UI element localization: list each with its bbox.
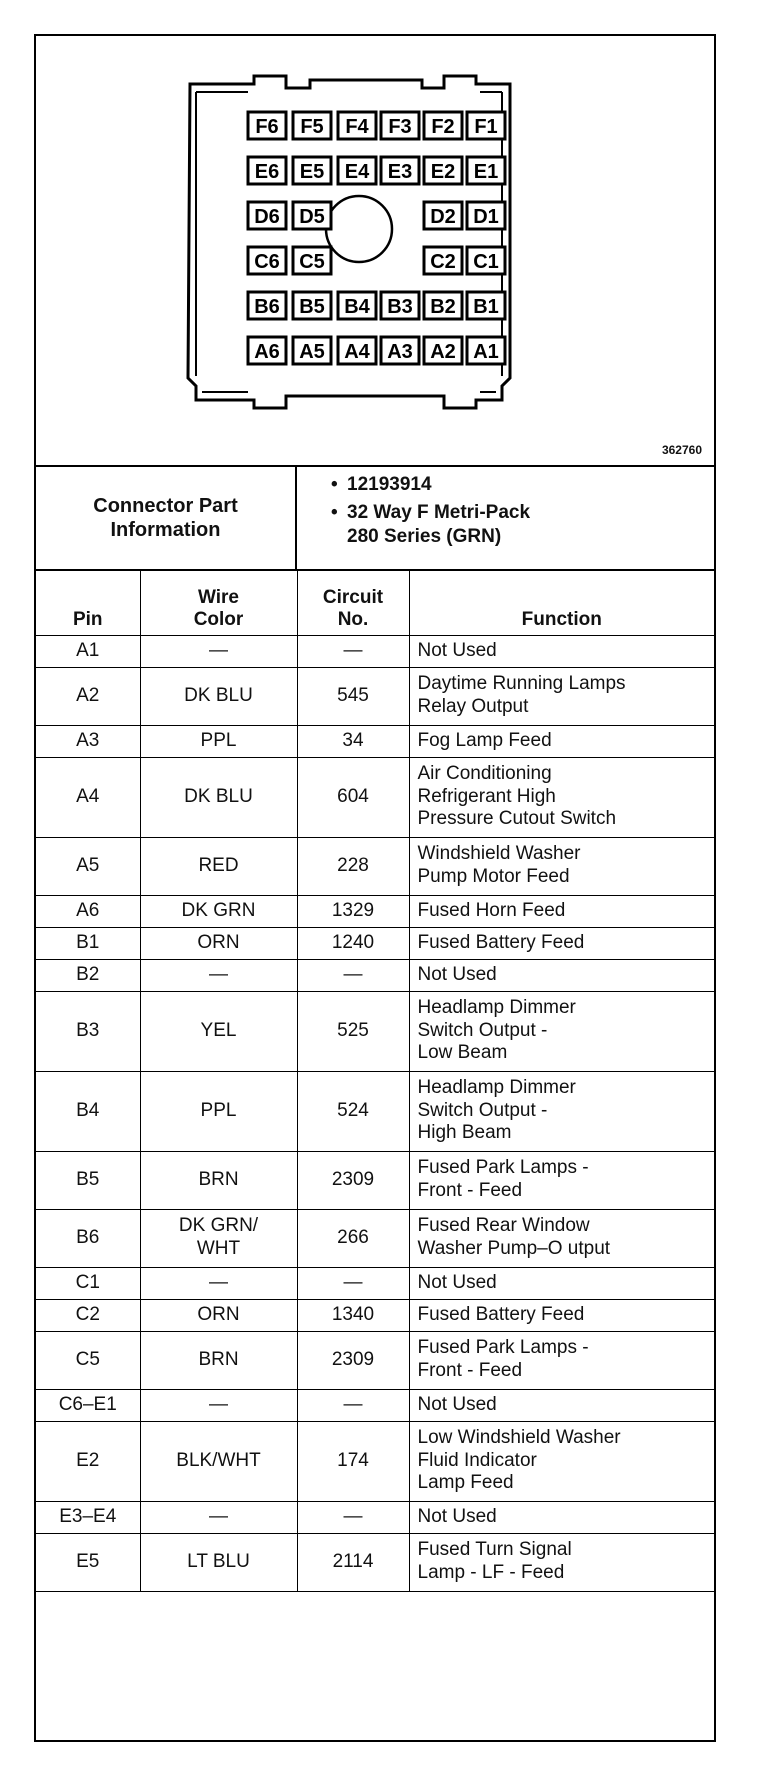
pin-cavity-d6 (248, 202, 286, 229)
pin-row (36, 757, 714, 837)
pin-row (36, 1501, 714, 1533)
circuit-cell: 266 (297, 1209, 409, 1267)
pin-row (36, 1533, 714, 1591)
keying-hole (326, 196, 392, 262)
pin-cavity-f2 (424, 112, 462, 139)
pin-row (36, 1389, 714, 1421)
pin-label: F4 (345, 116, 369, 138)
pin-label: A5 (299, 341, 325, 363)
pin-label: F1 (474, 116, 498, 138)
pin-cell: A1 (36, 635, 140, 667)
function-cell: Fused Park Lamps - Front - Feed (409, 1331, 714, 1389)
wire-color-cell: DK BLU (140, 667, 297, 725)
pin-label: A3 (387, 341, 413, 363)
pin-row (36, 1071, 714, 1151)
function-cell: Not Used (409, 1267, 714, 1299)
pin-cavity-c1 (467, 247, 505, 274)
pin-cell: A3 (36, 725, 140, 757)
pin-label: B1 (473, 296, 499, 318)
pin-row (36, 837, 714, 895)
pin-cavity-e1 (467, 157, 505, 184)
pin-cell: B6 (36, 1209, 140, 1267)
circuit-cell: 2309 (297, 1151, 409, 1209)
wire-color-cell: — (140, 1501, 297, 1533)
pin-cavity-b1 (467, 292, 505, 319)
pin-label: E6 (254, 161, 280, 183)
circuit-cell: — (297, 1389, 409, 1421)
wire-color-cell: BLK/WHT (140, 1421, 297, 1501)
function-cell: Headlamp Dimmer Switch Output - High Beam (409, 1071, 714, 1151)
connector-part-label (36, 467, 297, 569)
pin-cavity-a6 (248, 337, 286, 364)
connector-diagram (36, 36, 714, 467)
pin-cavity-d1 (467, 202, 505, 229)
circuit-cell: 524 (297, 1071, 409, 1151)
circuit-cell: 1329 (297, 895, 409, 927)
wire-color-cell: — (140, 959, 297, 991)
pin-cavity-a4 (338, 337, 376, 364)
wire-color-cell: PPL (140, 725, 297, 757)
pin-cell: A6 (36, 895, 140, 927)
pin-cavity-c5 (293, 247, 331, 274)
function-cell: Fog Lamp Feed (409, 725, 714, 757)
pin-cavity-b4 (338, 292, 376, 319)
wire-color-cell: — (140, 1389, 297, 1421)
circuit-cell: 1240 (297, 927, 409, 959)
pin-label: E2 (430, 161, 456, 183)
wire-color-cell: DK GRN/ WHT (140, 1209, 297, 1267)
circuit-cell: 2309 (297, 1331, 409, 1389)
pin-row (36, 895, 714, 927)
pin-label: C6 (254, 251, 280, 273)
pin-cell: B2 (36, 959, 140, 991)
wire-color-cell: YEL (140, 991, 297, 1071)
wire-color-cell: DK BLU (140, 757, 297, 837)
pin-cell: B1 (36, 927, 140, 959)
pin-label: B3 (387, 296, 413, 318)
pin-label: E3 (387, 161, 413, 183)
pin-cavity-b2 (424, 292, 462, 319)
pin-cell: C1 (36, 1267, 140, 1299)
pin-row (36, 1331, 714, 1389)
pin-label: A1 (473, 341, 499, 363)
function-cell: Daytime Running Lamps Relay Output (409, 667, 714, 725)
function-cell: Not Used (409, 1501, 714, 1533)
pinout-table (36, 571, 714, 1592)
pin-label: D1 (473, 206, 499, 228)
pin-row (36, 1151, 714, 1209)
connector-sheet (34, 34, 716, 1742)
circuit-cell: 525 (297, 991, 409, 1071)
connector-part-values (297, 467, 714, 569)
pin-cavity-b6 (248, 292, 286, 319)
function-cell: Fused Horn Feed (409, 895, 714, 927)
pin-cavity-d2 (424, 202, 462, 229)
pin-cell: B5 (36, 1151, 140, 1209)
wire-color-cell: LT BLU (140, 1533, 297, 1591)
pin-cavity-f6 (248, 112, 286, 139)
circuit-cell: — (297, 635, 409, 667)
wire-color-cell: BRN (140, 1331, 297, 1389)
pin-row (36, 1209, 714, 1267)
circuit-cell: 228 (297, 837, 409, 895)
header-circuit: Circuit No. (297, 571, 409, 635)
pin-label: F3 (388, 116, 412, 138)
pin-cell: C6–E1 (36, 1389, 140, 1421)
pin-label: B2 (430, 296, 456, 318)
function-cell: Not Used (409, 959, 714, 991)
pin-cell: E3–E4 (36, 1501, 140, 1533)
pin-cell: E2 (36, 1421, 140, 1501)
wire-color-cell: ORN (140, 927, 297, 959)
connector-part-information (36, 467, 714, 571)
function-cell: Fused Battery Feed (409, 1299, 714, 1331)
circuit-cell: 2114 (297, 1533, 409, 1591)
pin-cavity-e3 (381, 157, 419, 184)
wire-color-cell: BRN (140, 1151, 297, 1209)
header-pin: Pin (36, 571, 140, 635)
pin-cell: C2 (36, 1299, 140, 1331)
pin-label: F5 (300, 116, 324, 138)
pin-label: E5 (299, 161, 325, 183)
connector-description: • 32 Way F Metri-Pack 280 Series (GRN) (331, 501, 714, 549)
pin-row (36, 635, 714, 667)
pin-label: C5 (299, 251, 325, 273)
circuit-cell: 34 (297, 725, 409, 757)
pin-label: F6 (255, 116, 279, 138)
wire-color-cell: — (140, 1267, 297, 1299)
pin-cell: B4 (36, 1071, 140, 1151)
connector-part-label-text: Connector Part Information (93, 495, 238, 541)
pin-cavity-a5 (293, 337, 331, 364)
pin-cavity-c6 (248, 247, 286, 274)
circuit-cell: — (297, 1501, 409, 1533)
wire-color-cell: ORN (140, 1299, 297, 1331)
pinout-header-row (36, 571, 714, 635)
function-cell: Windshield Washer Pump Motor Feed (409, 837, 714, 895)
header-wire-color: Wire Color (140, 571, 297, 635)
circuit-cell: 545 (297, 667, 409, 725)
circuit-cell: 604 (297, 757, 409, 837)
pin-cavity-f1 (467, 112, 505, 139)
function-cell: Not Used (409, 635, 714, 667)
pin-cavity-f5 (293, 112, 331, 139)
pin-label: D2 (430, 206, 456, 228)
pin-cavity-f4 (338, 112, 376, 139)
pin-row (36, 1267, 714, 1299)
pin-label: A2 (430, 341, 456, 363)
pin-cavity-a3 (381, 337, 419, 364)
pin-label: B5 (299, 296, 325, 318)
pin-label: B4 (344, 296, 370, 318)
circuit-cell: 1340 (297, 1299, 409, 1331)
pin-label: C2 (430, 251, 456, 273)
pin-cell: E5 (36, 1533, 140, 1591)
pin-row (36, 1299, 714, 1331)
wire-color-cell: PPL (140, 1071, 297, 1151)
pin-label: E1 (473, 161, 499, 183)
pin-cavity-e2 (424, 157, 462, 184)
function-cell: Fused Rear Window Washer Pump–O utput (409, 1209, 714, 1267)
pin-cavity-f3 (381, 112, 419, 139)
pin-row (36, 667, 714, 725)
pin-label: E4 (344, 161, 370, 183)
connector-face-illustration (36, 36, 714, 465)
pin-row (36, 927, 714, 959)
pin-cavity-e5 (293, 157, 331, 184)
pin-label: D6 (254, 206, 280, 228)
wire-color-cell: — (140, 635, 297, 667)
pin-cavity-c2 (424, 247, 462, 274)
pin-cavity-e6 (248, 157, 286, 184)
pin-cell: A4 (36, 757, 140, 837)
wire-color-cell: DK GRN (140, 895, 297, 927)
pin-cavity-a1 (467, 337, 505, 364)
circuit-cell: — (297, 959, 409, 991)
pin-cell: A5 (36, 837, 140, 895)
function-cell: Fused Park Lamps - Front - Feed (409, 1151, 714, 1209)
function-cell: Air Conditioning Refrigerant High Pressure Cutout Switch (409, 757, 714, 837)
function-cell: Not Used (409, 1389, 714, 1421)
pin-row (36, 959, 714, 991)
circuit-cell: 174 (297, 1421, 409, 1501)
pin-cell: B3 (36, 991, 140, 1071)
part-number: • 12193914 (331, 473, 714, 497)
pin-label: B6 (254, 296, 280, 318)
pin-row (36, 725, 714, 757)
pin-label: F2 (431, 116, 455, 138)
wire-color-cell: RED (140, 837, 297, 895)
pin-cavity-d5 (293, 202, 331, 229)
pin-label: C1 (473, 251, 499, 273)
pin-cavity-a2 (424, 337, 462, 364)
pin-row (36, 991, 714, 1071)
pin-cavity-e4 (338, 157, 376, 184)
function-cell: Headlamp Dimmer Switch Output - Low Beam (409, 991, 714, 1071)
function-cell: Fused Battery Feed (409, 927, 714, 959)
pin-cell: C5 (36, 1331, 140, 1389)
pin-cavity-b3 (381, 292, 419, 319)
pin-cavity-b5 (293, 292, 331, 319)
pin-label: A6 (254, 341, 280, 363)
pin-row (36, 1421, 714, 1501)
header-function: Function (409, 571, 714, 635)
pin-label: D5 (299, 206, 325, 228)
function-cell: Fused Turn Signal Lamp - LF - Feed (409, 1533, 714, 1591)
circuit-cell: — (297, 1267, 409, 1299)
pin-cell: A2 (36, 667, 140, 725)
function-cell: Low Windshield Washer Fluid Indicator Lamp Feed (409, 1421, 714, 1501)
pin-label: A4 (344, 341, 370, 363)
figure-id: 362760 (661, 443, 702, 457)
